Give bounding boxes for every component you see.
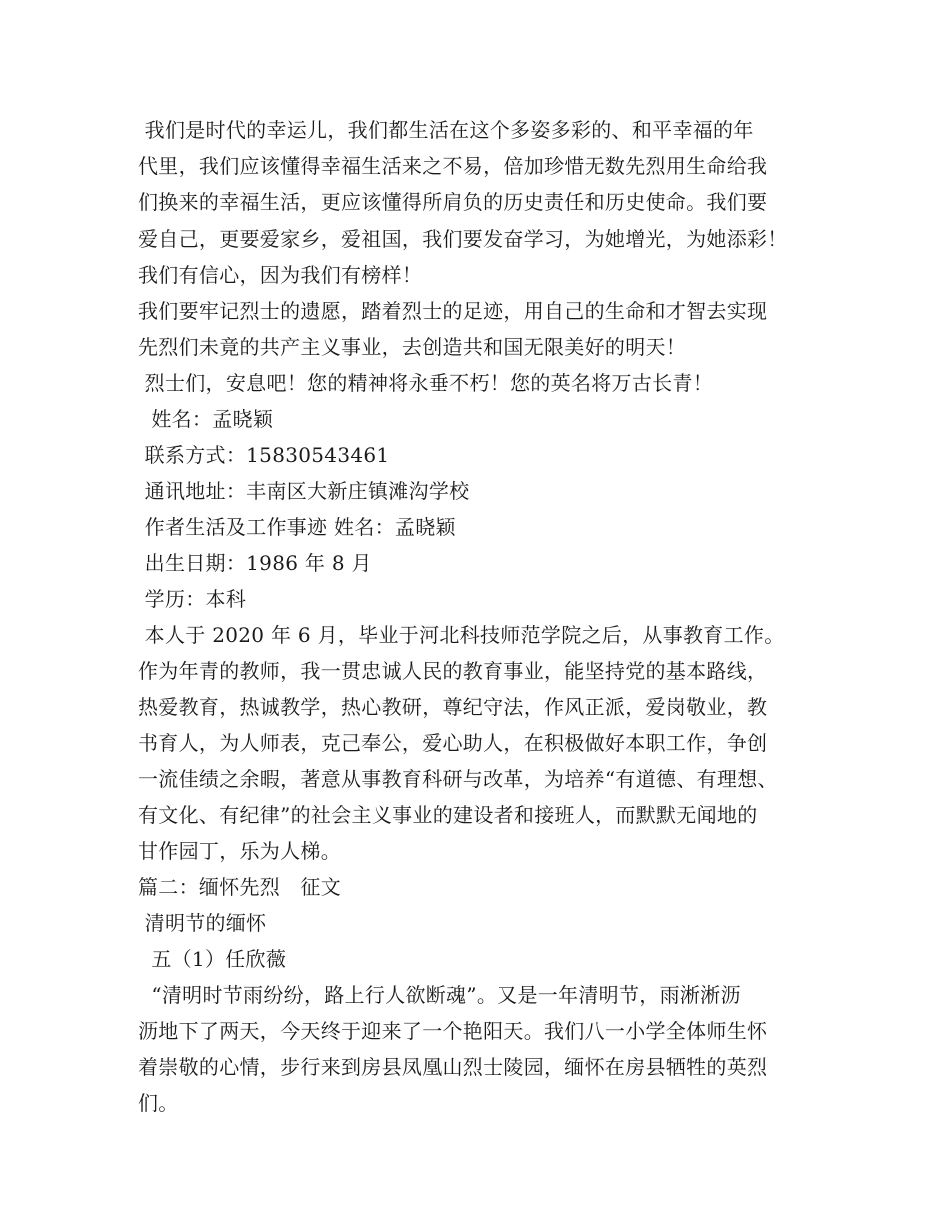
essay-author: 五（1）任欣薇 bbox=[138, 947, 287, 971]
paragraph-line: 们换来的幸福生活，更应该懂得所肩负的历史责任和历史使命。我们要 bbox=[138, 190, 768, 214]
paragraph-line: 有文化、有纪律”的社会主义事业的建设者和接班人，而默默无闻地的 bbox=[138, 803, 758, 827]
paragraph-line: 烈士们，安息吧！您的精神将永垂不朽！您的英名将万古长青！ bbox=[138, 371, 714, 395]
paragraph-line: 作为年青的教师，我一贯忠诚人民的教育事业，能坚持党的基本路线， bbox=[138, 659, 768, 683]
section-heading: 篇二：缅怀先烈 征文 bbox=[138, 875, 341, 899]
paragraph-line: 沥地下了两天，今天终于迎来了一个艳阳天。我们八一小学全体师生怀 bbox=[138, 1019, 768, 1043]
paragraph-line: 我们是时代的幸运儿，我们都生活在这个多姿多彩的、和平幸福的年 bbox=[138, 118, 754, 142]
paragraph-line: 甘作园丁，乐为人梯。 bbox=[138, 839, 341, 863]
paragraph-line: 书育人，为人师表，克己奉公，爱心助人，在积极做好本职工作，争创 bbox=[138, 731, 768, 755]
paragraph-line: 本人于 2020 年 6 月，毕业于河北科技师范学院之后，从事教育工作。 bbox=[138, 623, 785, 647]
bio-heading-line: 作者生活及工作事迹 姓名：孟晓颖 bbox=[138, 515, 456, 539]
paragraph-line: 我们有信心，因为我们有榜样！ bbox=[138, 263, 423, 287]
paragraph-line: 热爱教育，热诚教学，热心教研，尊纪守法，作风正派，爱岗敬业，教 bbox=[138, 695, 768, 719]
author-name-line: 姓名：孟晓颖 bbox=[138, 407, 274, 431]
contact-line: 联系方式：15830543461 bbox=[138, 443, 390, 467]
paragraph-line: 一流佳绩之余暇，著意从事教育科研与改革，为培养“有道德、有理想、 bbox=[138, 767, 778, 791]
paragraph-line: 爱自己，更要爱家乡，爱祖国，我们要发奋学习，为她增光，为她添彩！ bbox=[138, 227, 788, 251]
paragraph-line: 我们要牢记烈士的遗愿，踏着烈士的足迹，用自己的生命和才智去实现 bbox=[138, 299, 768, 323]
paragraph-line: 先烈们未竟的共产主义事业，去创造共和国无限美好的明天！ bbox=[138, 335, 687, 359]
address-line: 通讯地址：丰南区大新庄镇滩沟学校 bbox=[138, 479, 470, 503]
birthdate-line: 出生日期：1986 年 8 月 bbox=[138, 551, 372, 575]
paragraph-line: 着崇敬的心情，步行来到房县凤凰山烈士陵园，缅怀在房县牺牲的英烈 bbox=[138, 1055, 768, 1079]
essay-title: 清明节的缅怀 bbox=[138, 911, 267, 935]
paragraph-line: 们。 bbox=[138, 1091, 179, 1115]
education-line: 学历：本科 bbox=[138, 587, 247, 611]
paragraph-line: 代里，我们应该懂得幸福生活来之不易，倍加珍惜无数先烈用生命给我 bbox=[138, 154, 768, 178]
paragraph-line: “清明时节雨纷纷，路上行人欲断魂”。又是一年清明节，雨淅淅沥 bbox=[138, 983, 741, 1007]
